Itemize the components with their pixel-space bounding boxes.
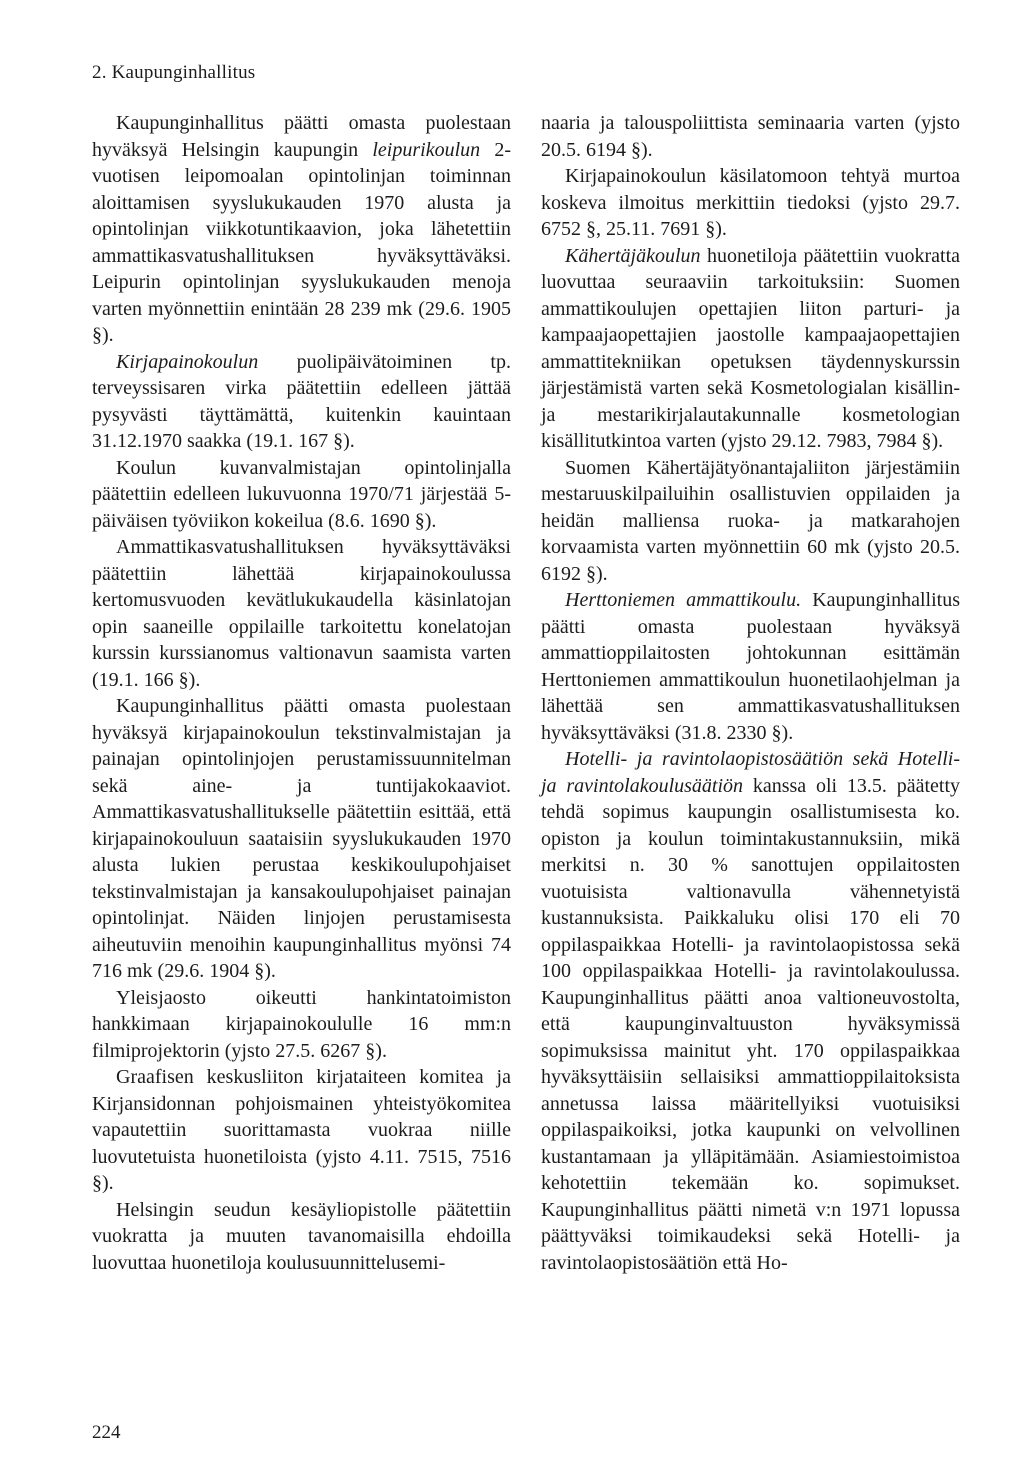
text-run: kanssa oli 13.5. päätetty tehdä sopimus kaupungin osallistumisesta ko. opiston ja koulun toimintakustannuksiin, mikä merkitsi n. 30 % sanottujen oppilaitosten vuotuisista valtionavulla vähennetyistä kustannuksista. Paikkaluku olisi 170 eli 70 oppilaspaikkaa Hotelli- ja ravintolaopistossa sekä 100 oppilaspaikkaa Hotelli- ja ravintolakoulussa. Kaupunginhallitus päätti anoa valtioneuvostolta, että kaupunginvaltuuston hyväksymissä sopimuksissa mainitut yht. 170 oppilaspaikkaa hyväksyttäisiin sellaisiksi ammattioppilaitoksista annetussa laissa määritellyiksi vuotuisiksi oppilaspaikoiksi, jotka kaupunki on velvollinen kustantamaan ja ylläpitämään. Asiamiestoimistoa kehotettiin tekemään ko. sopimukset. Kaupunginhallitus päätti nimetä v:n 1971 lopussa päättyväksi toimikaudeksi sekä Hotelli- ja ravintolaopistosäätiön että Ho- [541, 774, 961, 1274]
paragraph [541, 163, 960, 243]
text-run: Helsingin seudun kesäyliopistolle päätettiin vuokratta ja muuten tavanomaisilla ehdoilla luovuttaa huonetiloja koulusuunnittelusemi- [92, 1198, 511, 1274]
italic-heading: Hotelli- ja ravintolaopistosäätiön sekä Hotelli- ja ravintolakoulusäätiön [541, 748, 960, 797]
paragraph [92, 985, 511, 1065]
paragraph [541, 110, 960, 163]
paragraph [92, 110, 511, 349]
italic-heading: leipurikoulun [372, 138, 481, 161]
italic-heading: Kähertäjäkoulun [565, 244, 701, 267]
paragraph [92, 534, 511, 693]
text-run: Suomen Kähertäjätyönantajaliiton järjestämiin mestaruuskilpailuihin osallistuvien oppilaiden ja heidän malliensa ruoka- ja matkarahojen korvaamista varten myönnettiin 60 mk (yjsto 20.5. 6192 §). [541, 456, 960, 585]
text-run: naaria ja talouspoliittista seminaaria varten (yjsto 20.5. 6194 §). [541, 112, 960, 161]
text-run: Kaupunginhallitus päätti omasta puolestaan hyväksyä kirjapainokoulun tekstinvalmistajan ja painajan opintolinjojen perustamissuunnitelman sekä aine- ja tuntijakokaaviot. Ammattikasvatushallitukselle päätettiin esittää, että kirjapainokouluun saataisiin syyslukukauden 1970 alusta lukien perustaa keskikoulupohjaiset tekstinvalmistajan ja kansakoulupohjaiset painajan opintolinjat. Näiden linjojen perustamisesta aiheutuviin menoihin kaupunginhallitus myönsi 74 716 mk (29.6. 1904 §). [92, 695, 511, 982]
text-run: Graafisen keskusliiton kirjataiteen komitea ja Kirjansidonnan pohjoismainen yhteistyökomitea vapautettiin suorittamasta vuokraa niille luovutetuista huonetiloista (yjsto 4.11. 7515, 7516 §). [92, 1066, 511, 1194]
paragraph [541, 243, 960, 455]
text-run: Koulun kuvanvalmistajan opintolinjalla päätettiin edelleen lukuvuonna 1970/71 järjestää 5-päiväisen työviikon kokeilua (8.6. 1690 §). [92, 456, 511, 532]
paragraph [92, 349, 511, 455]
text-run: Kaupunginhallitus päätti omasta puolestaan hyväksyä Helsingin kaupungin [92, 112, 511, 161]
running-head: 2. Kaupunginhallitus [92, 62, 256, 83]
text-run: Yleisjaosto oikeutti hankintatoimiston hankkimaan kirjapainokoululle 16 mm:n filmiprojektorin (yjsto 27.5. 6267 §). [92, 986, 511, 1062]
paragraph [92, 1197, 511, 1277]
paragraph [541, 455, 960, 588]
paragraph [541, 746, 960, 1276]
text-run: Kaupunginhallitus päätti omasta puolestaan hyväksyä ammattioppilaitosten johtokunnan esittämän Herttoniemen ammattikoulun huonetilaohjelman ja lähettää sen ammattikasvatushallituksen hyväksyttäväksi (31.8. 2330 §). [541, 589, 960, 744]
left-column [92, 110, 511, 1276]
paragraph [541, 587, 960, 746]
italic-heading: Herttoniemen ammattikoulu. [565, 589, 802, 611]
text-run: Ammattikasvatushallituksen hyväksyttäväksi päätettiin lähettää kirjapainokoulussa kertomusvuoden kevätlukukaudella käsinlatojan opin saaneille oppilaille tarkoitettu konelatojan kurssin kurssianomus valtionavun saamista varten (19.1. 166 §). [92, 536, 511, 691]
text-run: Kirjapainokoulun käsilatomoon tehtyä murtoa koskeva ilmoitus merkittiin tiedoksi (yjsto 29.7. 6752 §, 25.11. 7691 §). [541, 165, 960, 240]
paragraph [92, 1064, 511, 1197]
text-run: puolipäivätoiminen tp. terveyssisaren virka päätettiin edelleen jättää pysyvästi täyttämättä, kuitenkin kauintaan 31.12.1970 saakka (19.1. 167 §). [92, 350, 511, 452]
paragraph [92, 455, 511, 535]
page-number: 224 [92, 1422, 121, 1443]
paragraph [92, 693, 511, 985]
right-column [541, 110, 960, 1276]
text-run: 2-vuotisen leipomoalan opintolinjan toiminnan aloittamisen syyslukukauden 1970 alusta ja opintolinjan viikkotuntikaavion, joka lähetettiin ammattikasvatushallituksen hyväksyttäväksi. Leipurin opintolinjan syyslukukauden menoja varten myönnettiin enintään 28 239 mk (29.6. 1905 §). [92, 138, 511, 346]
italic-heading: Kirjapainokoulun [116, 350, 259, 373]
text-run: huonetiloja päätettiin vuokratta luovuttaa seuraaviin tarkoituksiin: Suomen ammattikoulujen opettajien liiton parturi- ja kampaajaopettajien jaostolle kampaajaopettajien ammattitekniikan opetuksen täydennyskurssin järjestämistä varten sekä Kosmetologialan kisällin- ja mestarikirjalautakunnalle kosmetologian kisällitutkintoa varten (yjsto 29.12. 7983, 7984 §). [541, 244, 960, 452]
